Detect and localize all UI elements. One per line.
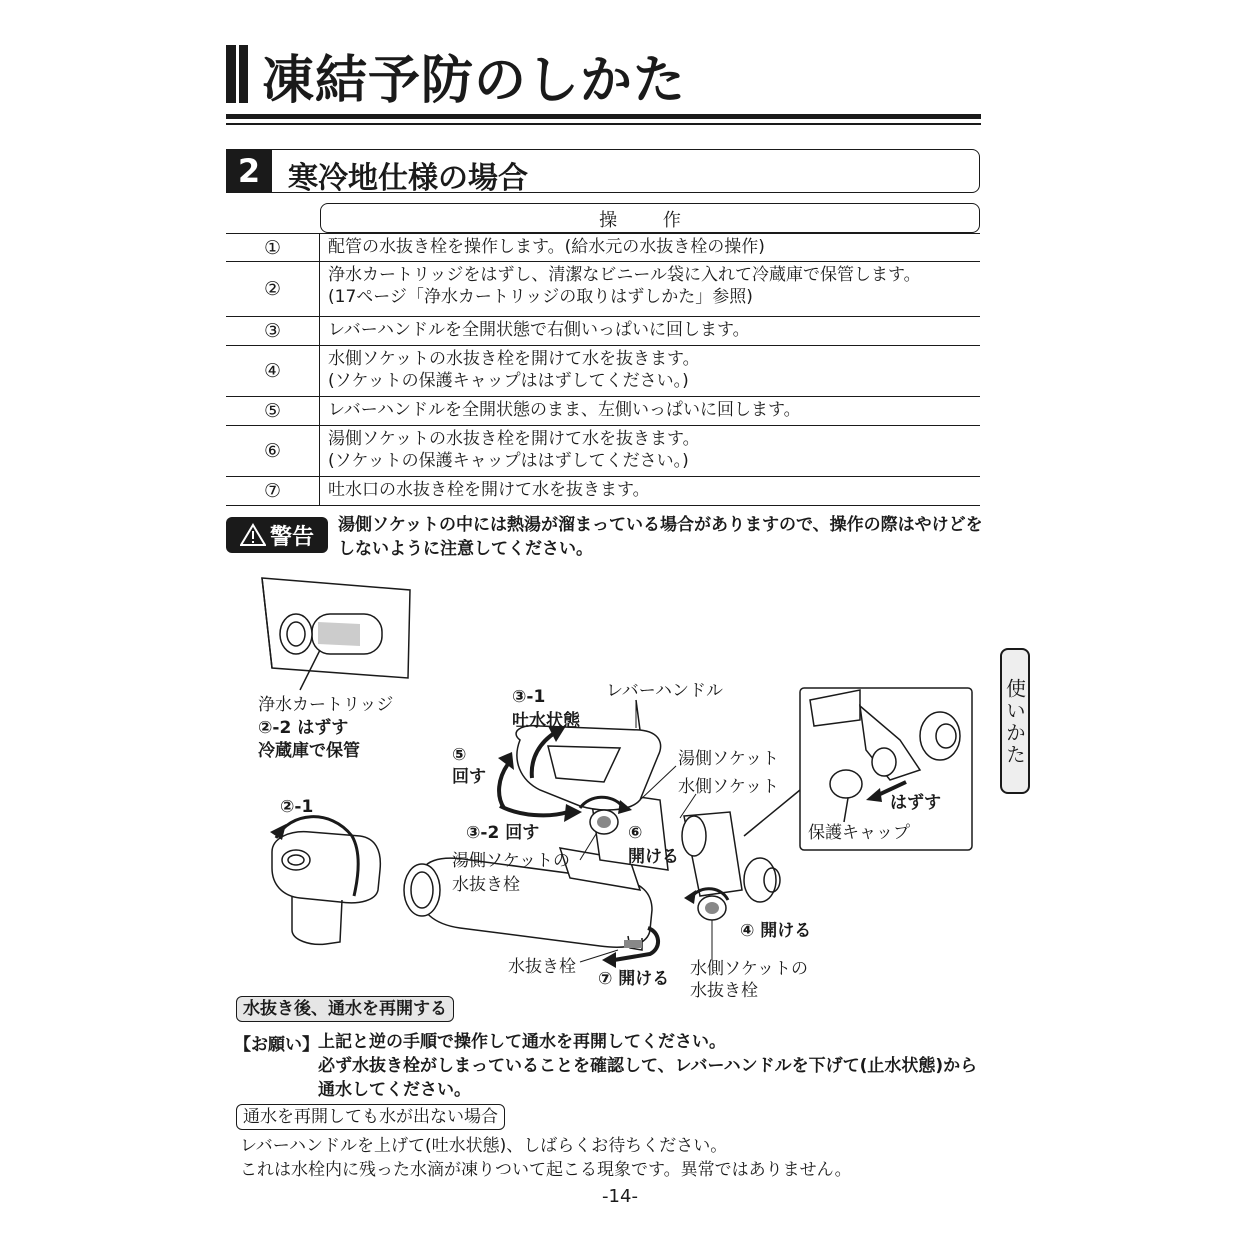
- side-tab-label: 使いかた: [1002, 678, 1027, 766]
- step-6-label: ⑥: [628, 823, 643, 843]
- section-number: 2: [226, 149, 272, 193]
- hot-drain-label-1: 湯側ソケットの: [452, 851, 570, 871]
- side-tab-usage: [1000, 648, 1030, 794]
- cartridge-head-icon: [270, 817, 380, 945]
- open-6-label: 開ける: [628, 847, 679, 867]
- request-text: 上記と逆の手順で操作して通水を再開してください。 必ず水抜き栓がしまっていることを確認して、レバーハンドルを下げて(止水状態)から通水してください。: [318, 1032, 978, 1100]
- step-number: ⑥: [226, 426, 320, 476]
- warning-label: 警告: [269, 524, 314, 550]
- step-3-1-label: ③-1: [512, 687, 546, 707]
- turn-label: 回す: [452, 767, 486, 787]
- fridge-label: 冷蔵庫で保管: [258, 741, 360, 761]
- no-water-section-label: 通水を再開しても水が出ない場合: [236, 1104, 505, 1130]
- cold-drain-label-2: 水抜き栓: [690, 981, 758, 1001]
- operation-header: 操 作: [599, 210, 701, 231]
- step-2-1-label: ②-1: [280, 797, 314, 817]
- hot-drain-label-2: 水抜き栓: [452, 875, 520, 895]
- drain-plug-label: 水抜き栓: [508, 957, 576, 977]
- cold-socket-label: 水側ソケット: [678, 777, 779, 797]
- step-text: 湯側ソケットの水抜き栓を開けて水を抜きます。 (ソケットの保護キャップははずしてください。): [328, 429, 700, 471]
- protect-cap-label: 保護キャップ: [808, 823, 910, 843]
- step-number: ③: [226, 317, 320, 345]
- step-text: 浄水カートリッジをはずし、清潔なビニール袋に入れて冷蔵庫で保管します。 (17ページ「浄水カートリッジの取りはずしかた」参照): [328, 265, 921, 307]
- cold-socket-icon: [682, 812, 780, 920]
- warning-text: 湯側ソケットの中には熱湯が溜まっている場合がありますので、操作の際はやけどをしないように注意してください。: [338, 515, 983, 559]
- step-2-2-label: ②-2 はずす: [258, 718, 349, 738]
- step-5-label: ⑤: [452, 745, 467, 765]
- step-text: 水側ソケットの水抜き栓を開けて水を抜きます。 (ソケットの保護キャップははずしてください。): [328, 349, 700, 391]
- step-text: 配管の水抜き栓を操作します。(給水元の水抜き栓の操作): [328, 237, 765, 257]
- no-water-text: レバーハンドルを上げて(吐水状態)、しばらくお待ちください。 これは水栓内に残った水滴が凍りついて起こる現象です。異常ではありません。: [240, 1136, 852, 1180]
- step-text: レバーハンドルを全開状態のまま、左側いっぱいに回します。: [328, 400, 801, 420]
- resume-section-label: 水抜き後、通水を再開する: [236, 996, 454, 1022]
- section-title: 寒冷地仕様の場合: [288, 161, 528, 196]
- fridge-cartridge-icon: [262, 578, 410, 690]
- step-3-2-label: ③-2 回す: [466, 823, 540, 843]
- step-text: 吐水口の水抜き栓を開けて水を抜きます。: [328, 480, 650, 500]
- step-number: ②: [226, 262, 320, 316]
- step-4-label: ④ 開ける: [740, 921, 812, 941]
- cartridge-label: 浄水カートリッジ: [258, 695, 394, 715]
- step-number: ⑤: [226, 397, 320, 425]
- step-number: ①: [226, 234, 320, 261]
- page-number: -14-: [602, 1186, 638, 1207]
- step-number: ④: [226, 346, 320, 396]
- step-7-label: ⑦ 開ける: [598, 969, 670, 989]
- request-prefix: 【お願い】: [234, 1035, 319, 1055]
- spout-state-label: 吐水状態: [512, 711, 580, 731]
- step-text: レバーハンドルを全開状態で右側いっぱいに回します。: [328, 320, 750, 340]
- lever-handle-label: レバーハンドル: [606, 681, 723, 701]
- page-title: 凍結予防のしかた: [262, 51, 687, 111]
- step-number: ⑦: [226, 477, 320, 505]
- hot-socket-label: 湯側ソケット: [678, 749, 779, 769]
- cold-drain-label-1: 水側ソケットの: [690, 959, 808, 979]
- remove-label: はずす: [890, 793, 941, 813]
